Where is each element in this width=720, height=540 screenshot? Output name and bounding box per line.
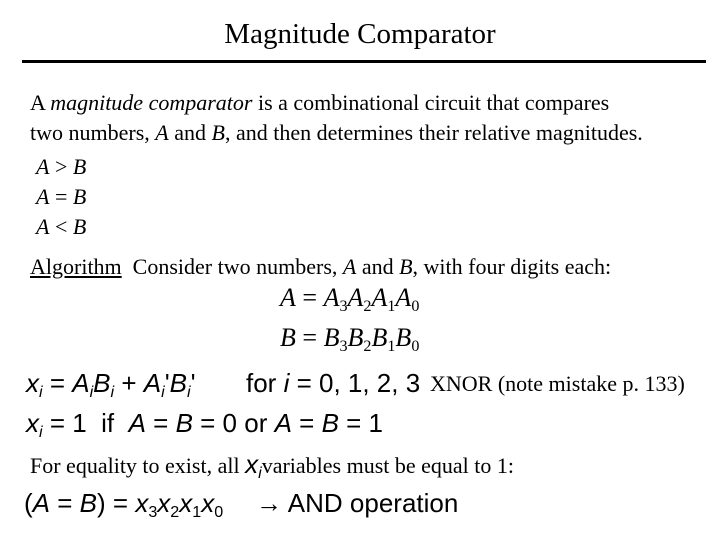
digit: A [395, 283, 412, 312]
digit: B [347, 323, 364, 352]
var-x: x [157, 488, 171, 518]
index: 3 [148, 502, 158, 521]
definition-text: two numbers, [30, 120, 156, 145]
variable-b: B [399, 254, 413, 279]
relation-less [36, 212, 86, 242]
digit-index: 2 [363, 337, 372, 355]
relation-op: < [54, 214, 68, 239]
and-label [256, 488, 458, 519]
eq-sign: = [145, 408, 176, 438]
relation-rhs: B [72, 184, 87, 209]
eq-sign: = [295, 283, 324, 312]
var-x: x [179, 488, 193, 518]
eq-lhs: A [280, 283, 296, 312]
index: 0 [214, 502, 224, 521]
equation-a-digits [280, 283, 419, 313]
algorithm-label: Algorithm [30, 254, 122, 279]
var-b: B [175, 408, 193, 438]
var-b: B [321, 408, 339, 438]
index-i: i [39, 382, 43, 401]
index-i: i [258, 463, 262, 482]
eq-sign: = [295, 323, 324, 352]
xnor-range [246, 368, 420, 399]
relations-list [36, 152, 86, 242]
definition-text: and [168, 120, 212, 145]
relation-rhs: B [72, 214, 87, 239]
paren: ( [24, 488, 33, 518]
eq-lhs: B [280, 323, 296, 352]
eq-sign: = [50, 488, 80, 518]
var-a: A [128, 408, 146, 438]
var-a: A [72, 368, 90, 398]
condition-text: = 1 if [42, 408, 129, 438]
eq-sign: = [42, 368, 73, 398]
digit-index: 1 [387, 337, 396, 355]
var-x: x [135, 488, 149, 518]
algorithm-text: , with four digits each: [412, 254, 612, 279]
xi-inline [245, 449, 262, 482]
relation-lhs: A [36, 184, 50, 209]
equation-b-digits [280, 323, 419, 353]
relation-rhs: B [72, 154, 87, 179]
definition-term: magnitude comparator [50, 90, 253, 115]
right-arrow-icon: → [256, 488, 282, 518]
var-x: x [201, 488, 215, 518]
xi-condition [26, 408, 383, 439]
var-b: B [169, 368, 187, 398]
title-divider [22, 60, 706, 63]
index: 1 [192, 502, 202, 521]
digit-index: 3 [339, 337, 348, 355]
var-a: A [274, 408, 292, 438]
variable-a: A [155, 120, 169, 145]
index-i: i [89, 382, 94, 401]
variable-b: B [211, 120, 225, 145]
definition-line-2 [30, 118, 643, 148]
definition-text: A [30, 90, 51, 115]
equality-sentence [30, 449, 514, 481]
eq-sign: = [105, 488, 136, 518]
page-title: Magnitude Comparator [224, 18, 496, 50]
digit-index: 1 [387, 297, 396, 315]
var-b: B [93, 368, 111, 398]
digit: A [347, 283, 364, 312]
paren: ) [97, 488, 106, 518]
algorithm-text: Consider two numbers, [121, 254, 343, 279]
condition-text: = 0 or [192, 408, 275, 438]
prime: ' [190, 368, 196, 398]
definition-text: , and then determines their relative magnitudes. [224, 120, 643, 145]
relation-equal [36, 182, 86, 212]
var-x: x [245, 449, 259, 479]
digit-index: 0 [411, 337, 420, 355]
var-x: x [26, 368, 39, 398]
digit: B [371, 323, 388, 352]
equality-text: variables must be equal to 1: [261, 453, 515, 478]
and-operation-label: AND operation [287, 488, 459, 518]
definition-paragraph [30, 88, 643, 148]
index-i: i [110, 382, 115, 401]
definition-text: is a combinational circuit that compares [252, 90, 610, 115]
digit-index: 3 [339, 297, 348, 315]
var-x: x [26, 408, 39, 438]
index-i: i [161, 382, 165, 401]
relation-lhs: A [36, 154, 50, 179]
xnor-equation [26, 368, 196, 399]
digit: B [395, 323, 412, 352]
index: 2 [170, 502, 180, 521]
algorithm-text: and [356, 254, 400, 279]
range-values: = 0, 1, 2, 3 [289, 368, 421, 398]
prime: ' [164, 368, 170, 398]
digit: B [323, 323, 340, 352]
definition-line-1 [30, 88, 643, 118]
index-i: i [39, 422, 43, 441]
var-b: B [79, 488, 97, 518]
condition-text: = 1 [338, 408, 383, 438]
var-a: A [32, 488, 51, 518]
relation-op: = [54, 184, 68, 209]
index-i: i [283, 368, 290, 398]
for-text: for [246, 368, 284, 398]
and-equation [24, 488, 223, 519]
equality-text: For equality to exist, all [30, 453, 246, 478]
index-i: i [187, 382, 191, 401]
relation-lhs: A [36, 214, 50, 239]
variable-a: A [342, 254, 357, 279]
relation-greater [36, 152, 86, 182]
digit: A [371, 283, 388, 312]
xnor-note: XNOR (note mistake p. 133) [430, 371, 685, 396]
relation-op: > [54, 154, 68, 179]
digit: A [323, 283, 340, 312]
digit-index: 2 [363, 297, 372, 315]
plus-sign: + [114, 368, 144, 398]
algorithm-line [30, 252, 611, 282]
var-a: A [143, 368, 162, 398]
digit-index: 0 [411, 297, 420, 315]
eq-sign: = [291, 408, 322, 438]
